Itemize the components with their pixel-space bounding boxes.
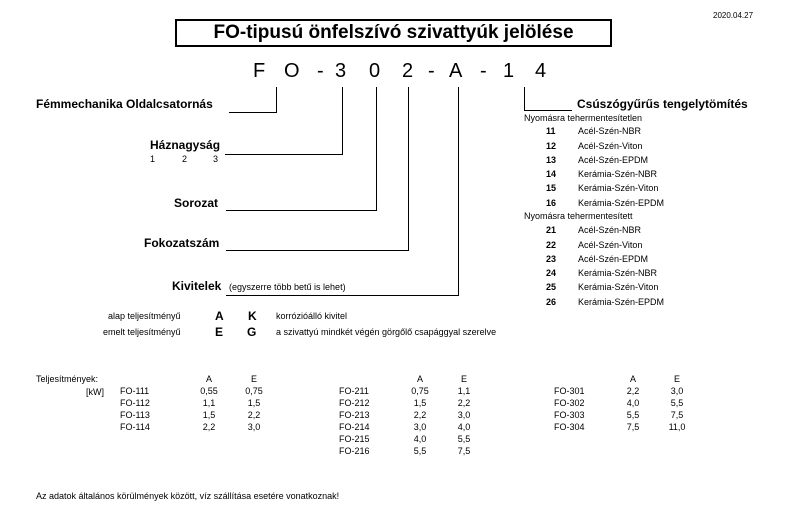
seal-desc: Kerámia-Szén-Viton xyxy=(578,183,659,193)
value-a-cell: 4,0 xyxy=(626,398,640,408)
power-table-3 xyxy=(554,373,698,433)
table-row xyxy=(554,385,698,397)
col-header-a: A xyxy=(205,374,212,384)
variant-letter: E xyxy=(215,325,224,339)
seal-desc: Kerámia-Szén-EPDM xyxy=(578,198,665,208)
table-row xyxy=(120,409,274,421)
model-cell: FO-213 xyxy=(339,410,370,420)
value-a-cell: 7,5 xyxy=(626,422,640,432)
value-a-cell: 5,5 xyxy=(413,446,427,456)
code-char: 4 xyxy=(535,60,547,82)
value-e-cell: 1,5 xyxy=(247,398,261,408)
power-label: Teljesítmények: xyxy=(36,374,99,384)
model-cell: FO-212 xyxy=(339,398,370,408)
table-row xyxy=(339,433,483,445)
connector-line xyxy=(226,295,459,296)
table-row xyxy=(120,421,274,433)
value-e-cell: 3,0 xyxy=(670,386,684,396)
seal-group-heading: Nyomásra tehermentesített xyxy=(524,211,633,221)
connector-line xyxy=(458,87,459,296)
connector-line xyxy=(226,210,377,211)
seal-code: 22 xyxy=(546,240,557,250)
model-cell: FO-216 xyxy=(339,446,370,456)
model-cell: FO-114 xyxy=(120,422,150,432)
seal-desc: Kerámia-Szén-Viton xyxy=(578,282,659,292)
value-a-cell: 0,55 xyxy=(200,386,218,396)
label-csuszogyuru: Csúszógyűrűs tengelytömítés xyxy=(577,97,748,111)
variant-right-text: a szivattyú mindkét végén görgőlő csapággyal szerelve xyxy=(276,327,497,337)
table-row xyxy=(554,409,698,421)
model-cell: FO-215 xyxy=(339,434,370,444)
seal-desc: Acél-Szén-NBR xyxy=(578,225,642,235)
seal-code: 13 xyxy=(546,155,557,165)
connector-line xyxy=(524,110,572,111)
value-e-cell: 3,0 xyxy=(457,410,471,420)
value-a-cell: 1,5 xyxy=(413,398,427,408)
value-e-cell: 5,5 xyxy=(670,398,684,408)
code-char: A xyxy=(449,60,463,82)
seal-desc: Acél-Szén-EPDM xyxy=(578,254,649,264)
value-a-cell: 0,75 xyxy=(411,386,429,396)
model-cell: FO-214 xyxy=(339,422,370,432)
haznagysag-num: 3 xyxy=(213,154,219,164)
seal-code: 23 xyxy=(546,254,557,264)
value-a-cell: 2,2 xyxy=(413,410,427,420)
connector-line xyxy=(408,87,409,251)
label-kivitelek: Kivitelek xyxy=(172,279,222,293)
col-header-a: A xyxy=(416,374,423,384)
connector-line xyxy=(225,154,343,155)
value-e-cell: 3,0 xyxy=(247,422,261,432)
code-char: O xyxy=(284,60,300,82)
code-char: - xyxy=(317,60,324,82)
date-stamp: 2020.04.27 xyxy=(713,11,754,20)
seal-code: 21 xyxy=(546,225,557,235)
seal-code: 16 xyxy=(546,198,557,208)
model-cell: FO-211 xyxy=(339,386,369,396)
model-cell: FO-302 xyxy=(554,398,585,408)
value-a-cell: 1,5 xyxy=(202,410,216,420)
variant-letter: G xyxy=(247,325,257,339)
seal-desc: Acél-Szén-EPDM xyxy=(578,155,649,165)
variant-left-text: alap teljesítményű xyxy=(108,311,181,321)
label-fokozatszam: Fokozatszám xyxy=(144,236,220,250)
value-a-cell: 5,5 xyxy=(626,410,640,420)
connector-line xyxy=(276,87,277,113)
value-e-cell: 2,2 xyxy=(247,410,261,420)
value-e-cell: 7,5 xyxy=(457,446,471,456)
page-title: FO-tipusú önfelszívó szivattyúk jelölése xyxy=(175,19,612,47)
value-e-cell: 5,5 xyxy=(457,434,471,444)
value-e-cell: 0,75 xyxy=(245,386,263,396)
value-a-cell: 2,2 xyxy=(202,422,216,432)
col-header-e: E xyxy=(673,374,680,384)
footer-note: Az adatok általános körülmények között, víz szállítása esetére vonatkoznak! xyxy=(36,491,340,501)
seal-group-heading: Nyomásra tehermentesítetlen xyxy=(524,113,643,123)
table-row xyxy=(339,385,483,397)
variant-letter: K xyxy=(248,309,257,323)
connector-line xyxy=(342,87,343,155)
code-char: 0 xyxy=(369,60,381,82)
seal-code: 11 xyxy=(546,126,556,136)
haznagysag-num: 2 xyxy=(182,154,188,164)
variant-right-text: korrózióálló kivitel xyxy=(276,311,348,321)
value-e-cell: 2,2 xyxy=(457,398,471,408)
code-char: 2 xyxy=(402,60,414,82)
variant-letter: A xyxy=(215,309,224,323)
power-unit: [kW] xyxy=(86,387,104,397)
table-row xyxy=(120,385,274,397)
value-e-cell: 4,0 xyxy=(457,422,471,432)
table-row xyxy=(120,397,274,409)
seal-desc: Kerámia-Szén-NBR xyxy=(578,268,658,278)
seal-desc: Acél-Szén-NBR xyxy=(578,126,642,136)
model-cell: FO-304 xyxy=(554,422,585,432)
kivitelek-note: (egyszerre több betű is lehet) xyxy=(229,282,346,292)
connector-line xyxy=(226,250,409,251)
power-table-2 xyxy=(339,373,483,457)
seal-code: 26 xyxy=(546,297,557,307)
haznagysag-num: 1 xyxy=(150,154,156,164)
model-cell: FO-111 xyxy=(120,386,150,396)
value-a-cell: 4,0 xyxy=(413,434,427,444)
variant-left-text: emelt teljesítményű xyxy=(103,327,181,337)
table-row xyxy=(339,397,483,409)
seal-code: 24 xyxy=(546,268,557,278)
connector-line xyxy=(229,112,277,113)
value-e-cell: 7,5 xyxy=(670,410,684,420)
value-a-cell: 3,0 xyxy=(413,422,427,432)
seal-desc: Kerámia-Szén-NBR xyxy=(578,169,658,179)
value-a-cell: 1,1 xyxy=(202,398,216,408)
seal-code: 25 xyxy=(546,282,557,292)
model-cell: FO-113 xyxy=(120,410,150,420)
seal-code: 14 xyxy=(546,169,557,179)
col-header-e: E xyxy=(460,374,467,384)
label-haznagysag: Háznagyság xyxy=(150,138,221,152)
power-table-1 xyxy=(120,373,274,433)
col-header-e: E xyxy=(250,374,257,384)
table-row xyxy=(339,409,483,421)
seal-code: 15 xyxy=(546,183,557,193)
code-char: F xyxy=(253,60,266,82)
seal-desc: Acél-Szén-Viton xyxy=(578,240,643,250)
col-header-a: A xyxy=(629,374,636,384)
seal-code: 12 xyxy=(546,141,557,151)
code-char: 3 xyxy=(335,60,347,82)
seal-desc: Kerámia-Szén-EPDM xyxy=(578,297,665,307)
model-cell: FO-301 xyxy=(554,386,585,396)
table-row xyxy=(339,421,483,433)
table-row xyxy=(554,421,698,433)
connector-line xyxy=(376,87,377,211)
label-sorozat: Sorozat xyxy=(174,196,219,210)
code-char: - xyxy=(480,60,487,82)
connector-line xyxy=(524,87,525,111)
value-e-cell: 11,0 xyxy=(668,422,686,432)
value-a-cell: 2,2 xyxy=(626,386,640,396)
model-cell: FO-303 xyxy=(554,410,585,420)
value-e-cell: 1,1 xyxy=(457,386,471,396)
model-cell: FO-112 xyxy=(120,398,150,408)
table-row xyxy=(339,445,483,457)
label-femmechanika: Fémmechanika Oldalcsatornás xyxy=(36,97,213,111)
seal-desc: Acél-Szén-Viton xyxy=(578,141,643,151)
table-row xyxy=(554,397,698,409)
code-char: 1 xyxy=(503,60,515,82)
code-char: - xyxy=(428,60,435,82)
